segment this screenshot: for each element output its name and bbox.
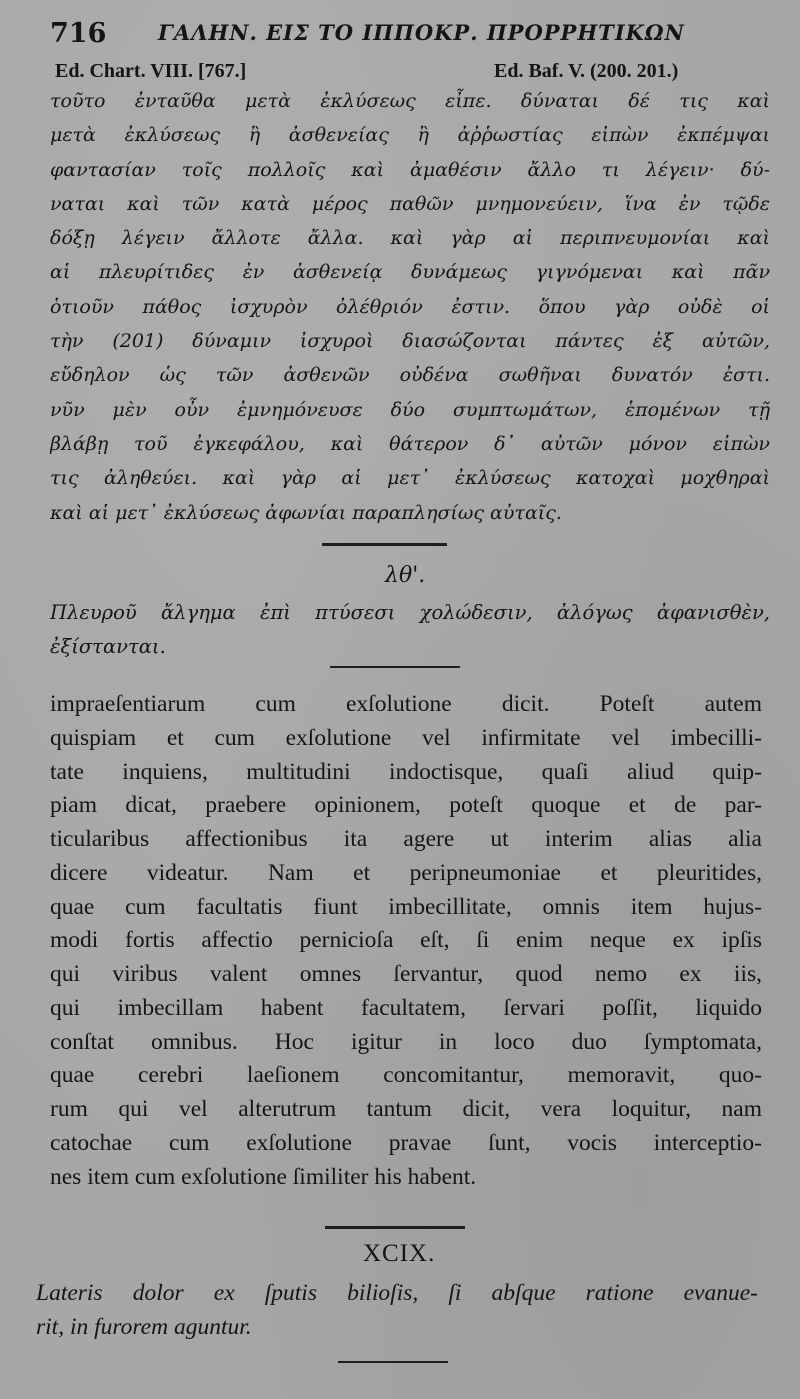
running-title: ΓΑΛΗΝ. ΕΙΣ ΤΟ ΙΠΠΟΚΡ. ΠΡΟΡΡΗΤΙΚΩΝ xyxy=(158,20,685,45)
latin-aphorism-line: rit, in furorem aguntur. xyxy=(36,1314,252,1340)
latin-commentary-line: dicere videatur. Nam et peripneumoniae et pleuritides, xyxy=(50,859,762,886)
latin-commentary-line: modi fortis affectio pernicioſa eſt, ſi enim neque ex ipſis xyxy=(50,927,762,954)
greek-commentary-line: βλάβῃ τοῦ ἐγκεφάλου, καὶ θάτερον δ᾽ αὐτῶν μόνον εἰπὼν xyxy=(50,432,770,455)
section-divider xyxy=(325,1226,465,1229)
greek-commentary-line: δόξῃ λέγειν ἄλλοτε ἄλλα. καὶ γὰρ αἱ περιπνευμονίαι καὶ xyxy=(50,227,770,250)
latin-commentary-line: qui imbecillam habent facultatem, ſervari poſſit, liquido xyxy=(50,994,762,1021)
edition-reference-left: Ed. Chart. VIII. [767.] xyxy=(55,60,247,82)
latin-commentary-line: catochae cum exſolutione pravae ſunt, vocis interceptio- xyxy=(50,1129,762,1156)
greek-commentary-line: φαντασίαν τοῖς πολλοῖς καὶ ἀμαθέσιν ἄλλο τι λέγειν· δύ- xyxy=(50,158,770,181)
greek-commentary-line: τοῦτο ἐνταῦθα μετὰ ἐκλύσεως εἶπε. δύναται δέ τις καὶ xyxy=(50,90,770,112)
edition-reference-right: Ed. Baf. V. (200. 201.) xyxy=(494,60,679,82)
greek-commentary-line: ὁτιοῦν πάθος ἰσχυρὸν ὀλέθριόν ἐστιν. ὅπου γὰρ οὐδὲ οἱ xyxy=(50,295,770,318)
latin-commentary-line: conſtat omnibus. Hoc igitur in loco duo ſymptomata, xyxy=(50,1028,762,1055)
latin-commentary-line: ticularibus affectionibus ita agere ut interim alias alia xyxy=(50,826,762,852)
latin-commentary-line: rum qui vel alterutrum tantum dicit, vera loquitur, nam xyxy=(50,1096,762,1122)
section-divider xyxy=(330,666,460,668)
greek-aphorism-line: Πλευροῦ ἄλγημα ἐπὶ πτύσεσι χολώδεσιν, ἀλόγως ἀφανισθὲν, xyxy=(50,601,770,624)
latin-commentary-line: piam dicat, praebere opinionem, poteſt quoque et de par- xyxy=(50,792,762,819)
latin-aphorism-number: XCIX. xyxy=(363,1240,436,1267)
greek-commentary-line: ναται καὶ τῶν κατὰ μέρος παθῶν μνημονεύειν, ἵνα ἐν τῷδε xyxy=(50,192,770,215)
greek-commentary-line: μετὰ ἐκλύσεως ἢ ἀσθενείας ἢ ἀῤῥωστίας εἰπὼν ἐκπέμψαι xyxy=(50,124,770,147)
greek-commentary-line: καὶ αἱ μετ᾽ ἐκλύσεως ἀφωνίαι παραπλησίως αὐταῖς. xyxy=(50,501,562,524)
page-number: 716 xyxy=(50,18,107,49)
greek-commentary-line: εὔδηλον ὡς τῶν ἀσθενῶν οὐδένα σωθῆναι δυνατόν ἐστι. xyxy=(50,364,770,387)
latin-commentary-line: qui viribus valent omnes ſervantur, quod nemo ex iis, xyxy=(50,961,762,987)
greek-aphorism-number: λθ'. xyxy=(385,563,426,588)
section-divider xyxy=(338,1361,448,1363)
latin-commentary-line: impraeſentiarum cum exſolutione dicit. Poteſt autem xyxy=(50,691,762,717)
latin-commentary xyxy=(50,688,762,1194)
greek-commentary-line: τις ἀληθεύει. καὶ γὰρ αἱ μετ᾽ ἐκλύσεως κατοχαὶ μοχθηραὶ xyxy=(50,467,770,490)
latin-commentary-line: quae cerebri laeſionem concomitantur, memoravit, quo- xyxy=(50,1062,762,1089)
greek-commentary-line: αἱ πλευρίτιδες ἐν ἀσθενείᾳ δυνάμεως γιγνόμεναι καὶ πᾶν xyxy=(50,261,770,284)
greek-aphorism xyxy=(50,596,770,665)
section-divider xyxy=(322,543,447,546)
latin-aphorism xyxy=(36,1276,758,1344)
greek-commentary-line: νῦν μὲν οὖν ἐμνημόνευσε δύο συμπτωμάτων, ἑπομένων τῇ xyxy=(50,398,770,421)
greek-commentary xyxy=(50,84,770,530)
greek-aphorism-line: ἐξίστανται. xyxy=(50,635,166,659)
latin-aphorism-line: Lateris dolor ex ſputis bilioſis, ſi abſque ratione evanue- xyxy=(36,1280,758,1306)
page-header xyxy=(50,16,770,52)
latin-commentary-line: quae cum facultatis fiunt imbecillitate, omnis item hujus- xyxy=(50,893,762,920)
latin-commentary-line: tate inquiens, multitudini indoctisque, quaſi aliud quip- xyxy=(50,758,762,785)
greek-commentary-line: τὴν (201) δύναμιν ἰσχυροὶ διασώζονται πάντες ἐξ αὐτῶν, xyxy=(50,330,770,353)
latin-commentary-line: nes item cum exſolutione ſimiliter his habent. xyxy=(50,1163,477,1190)
latin-commentary-line: quispiam et cum exſolutione vel infirmitate vel imbecilli- xyxy=(50,724,762,751)
